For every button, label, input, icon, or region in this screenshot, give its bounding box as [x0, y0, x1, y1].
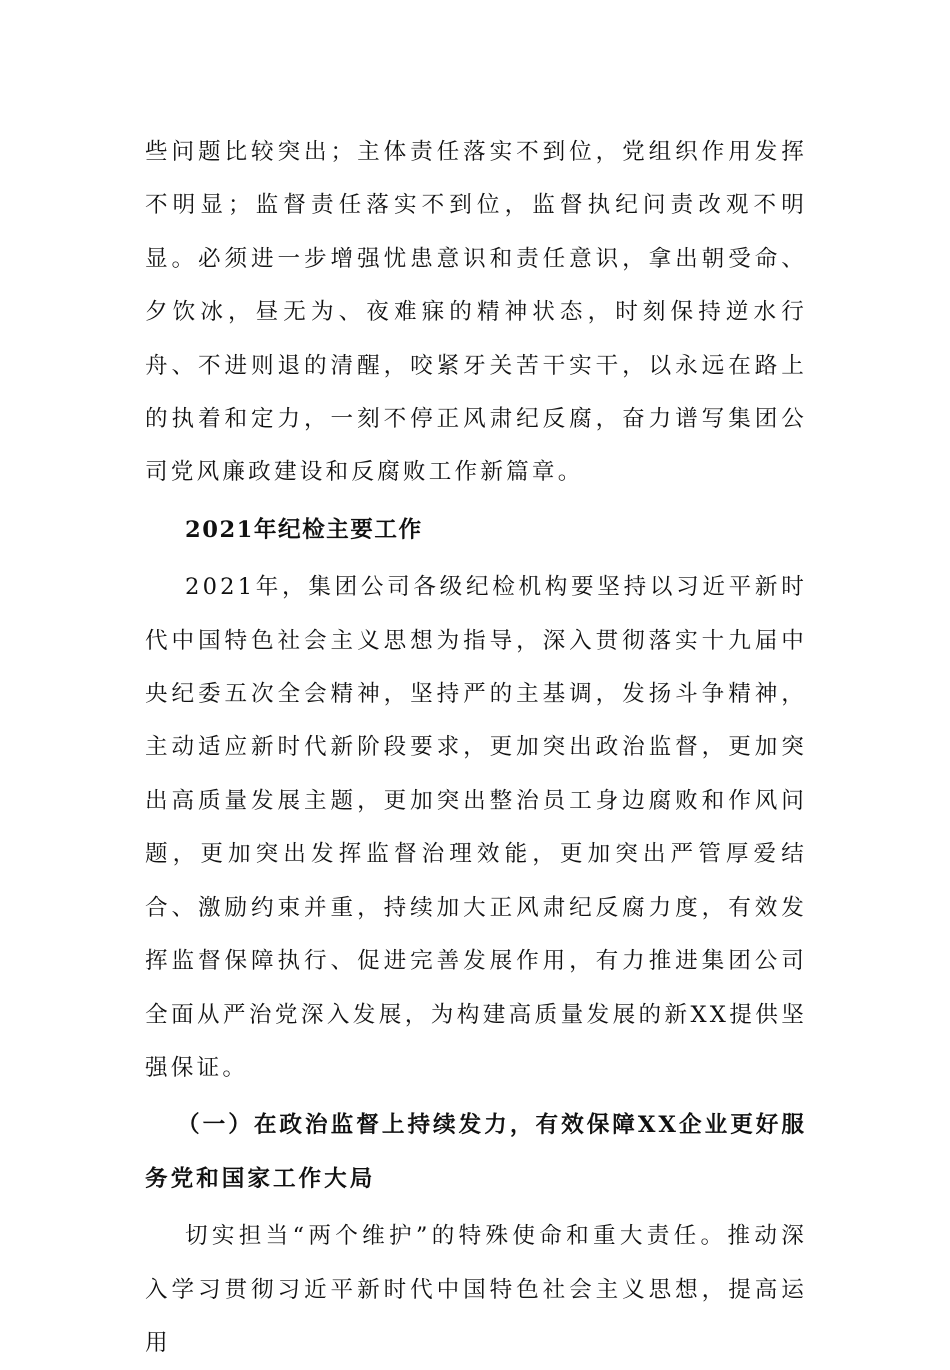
document-page: [145, 126, 807, 1370]
subsection-heading: （一）在政治监督上持续发力，有效保障XX企业更好服务党和国家工作大局: [145, 1112, 807, 1192]
body-paragraph: 些问题比较突出；主体责任落实不到位，党组织作用发挥不明显；监督责任落实不到位，监督执纪问责改观不明显。必须进一步增强忧患意识和责任意识，拿出朝受命、夕饮冰，昼无为、夜难寐的精神状态，时刻保持逆水行舟、不进则退的清醒，咬紧牙关苦干实干，以永远在路上的执着和定力，一刻不停正风肃纪反腐，奋力谱写集团公司党风廉政建设和反腐败工作新篇章。: [145, 139, 807, 486]
body-paragraph: 2021年，集团公司各级纪检机构要坚持以习近平新时代中国特色社会主义思想为指导，深入贯彻落实十九届中央纪委五次全会精神，坚持严的主基调，发扬斗争精神，主动适应新时代新阶段要求，更加突出政治监督，更加突出高质量发展主题，更加突出整治员工身边腐败和作风问题，更加突出发挥监督治理效能，更加突出严管厚爱结合、激励约束并重，持续加大正风肃纪反腐力度，有效发挥监督保障执行、促进完善发展作用，有力推进集团公司全面从严治党深入发展，为构建高质量发展的新XX提供坚强保证。: [145, 574, 807, 1081]
section-heading: 2021年纪检主要工作: [185, 516, 423, 543]
body-paragraph: 切实担当“两个维护”的特殊使命和重大责任。推动深入学习贯彻习近平新时代中国特色社会主义思想，提高运用: [145, 1223, 807, 1356]
